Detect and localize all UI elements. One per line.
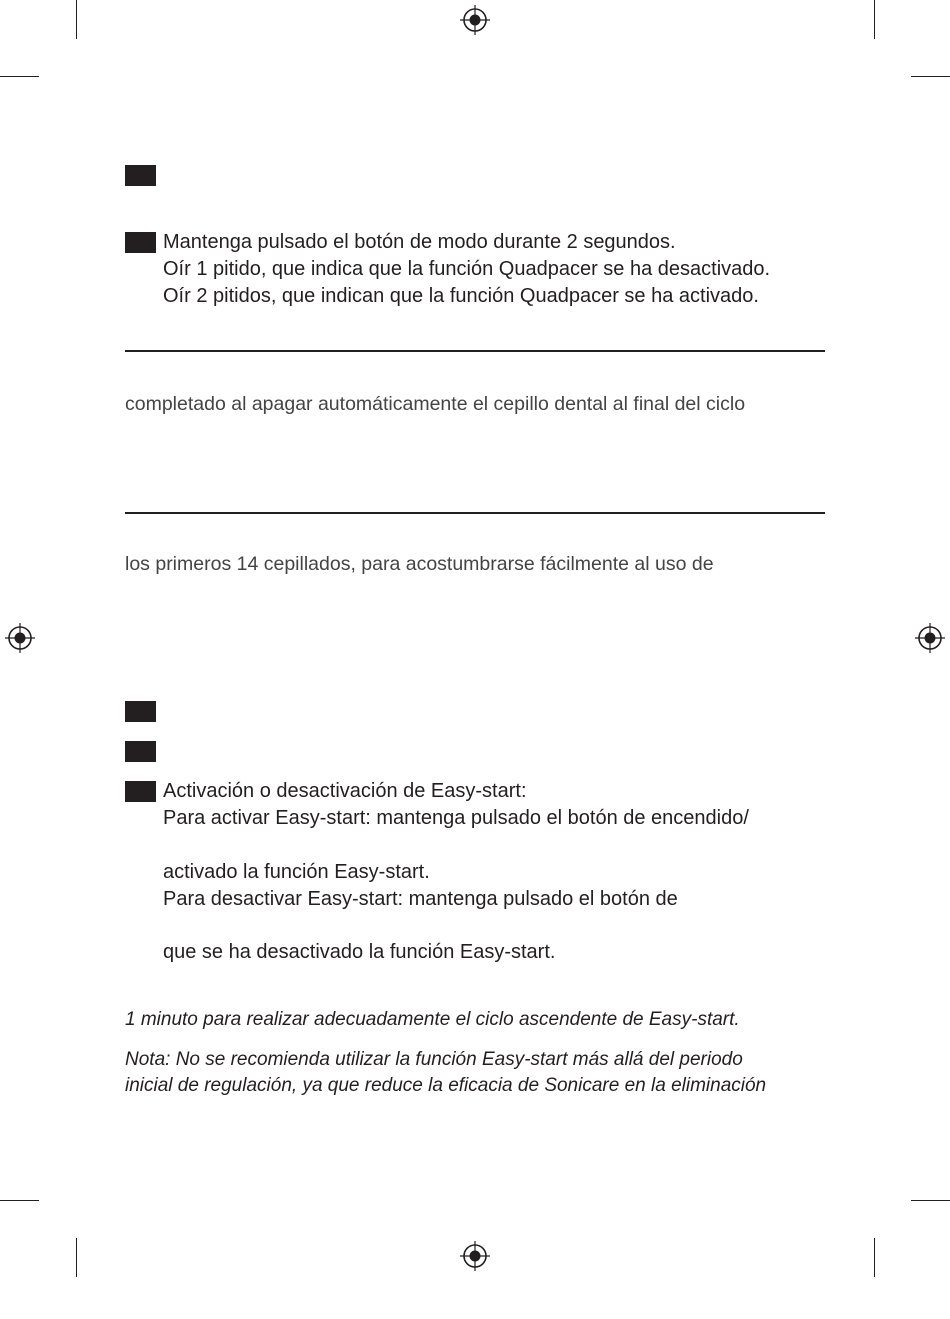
crop-mark-bottom-left-vertical [76,1238,77,1277]
step-box [125,232,156,253]
section-divider [125,512,825,514]
crop-mark-top-left-horizontal [0,76,39,77]
note-line: inicial de regulación, ya que reduce la eficacia de Sonicare en la eliminación [125,1075,767,1096]
step2-line: Para desactivar Easy-start: mantenga pulsado el botón de [163,888,678,910]
note-line: 1 minuto para realizar adecuadamente el ciclo ascendente de Easy-start. [125,1009,740,1030]
step-box [125,701,156,722]
crop-mark-top-right-vertical [874,0,875,39]
step-box [125,165,156,186]
registration-mark-icon [460,5,490,35]
crop-mark-top-left-vertical [76,0,77,39]
section2-text: los primeros 14 cepillados, para acostumbrarse fácilmente al uso de [125,553,714,575]
crop-mark-top-right-horizontal [911,76,950,77]
crop-mark-bottom-left-horizontal [0,1200,39,1201]
step1-line: Mantenga pulsado el botón de modo durante 2 segundos. [163,231,676,253]
step1-line: Oír 1 pitido, que indica que la función Quadpacer se ha desactivado. [163,258,771,280]
note-line: Nota: No se recomienda utilizar la función Easy-start más allá del periodo [125,1049,743,1070]
registration-mark-icon [915,623,945,653]
step2-line: Para activar Easy-start: mantenga pulsado el botón de encendido/ [163,807,749,829]
crop-mark-bottom-right-vertical [874,1238,875,1277]
step2-line: activado la función Easy-start. [163,861,430,883]
registration-mark-icon [5,623,35,653]
crop-mark-bottom-right-horizontal [911,1200,950,1201]
step-box [125,741,156,762]
section-divider [125,350,825,352]
step2-line: que se ha desactivado la función Easy-start. [163,941,556,963]
registration-mark-icon [460,1241,490,1271]
step-box [125,781,156,802]
section1-text: completado al apagar automáticamente el cepillo dental al final del ciclo [125,393,746,415]
step1-line: Oír 2 pitidos, que indican que la función Quadpacer se ha activado. [163,285,759,307]
step2-line: Activación o desactivación de Easy-start: [163,780,527,802]
